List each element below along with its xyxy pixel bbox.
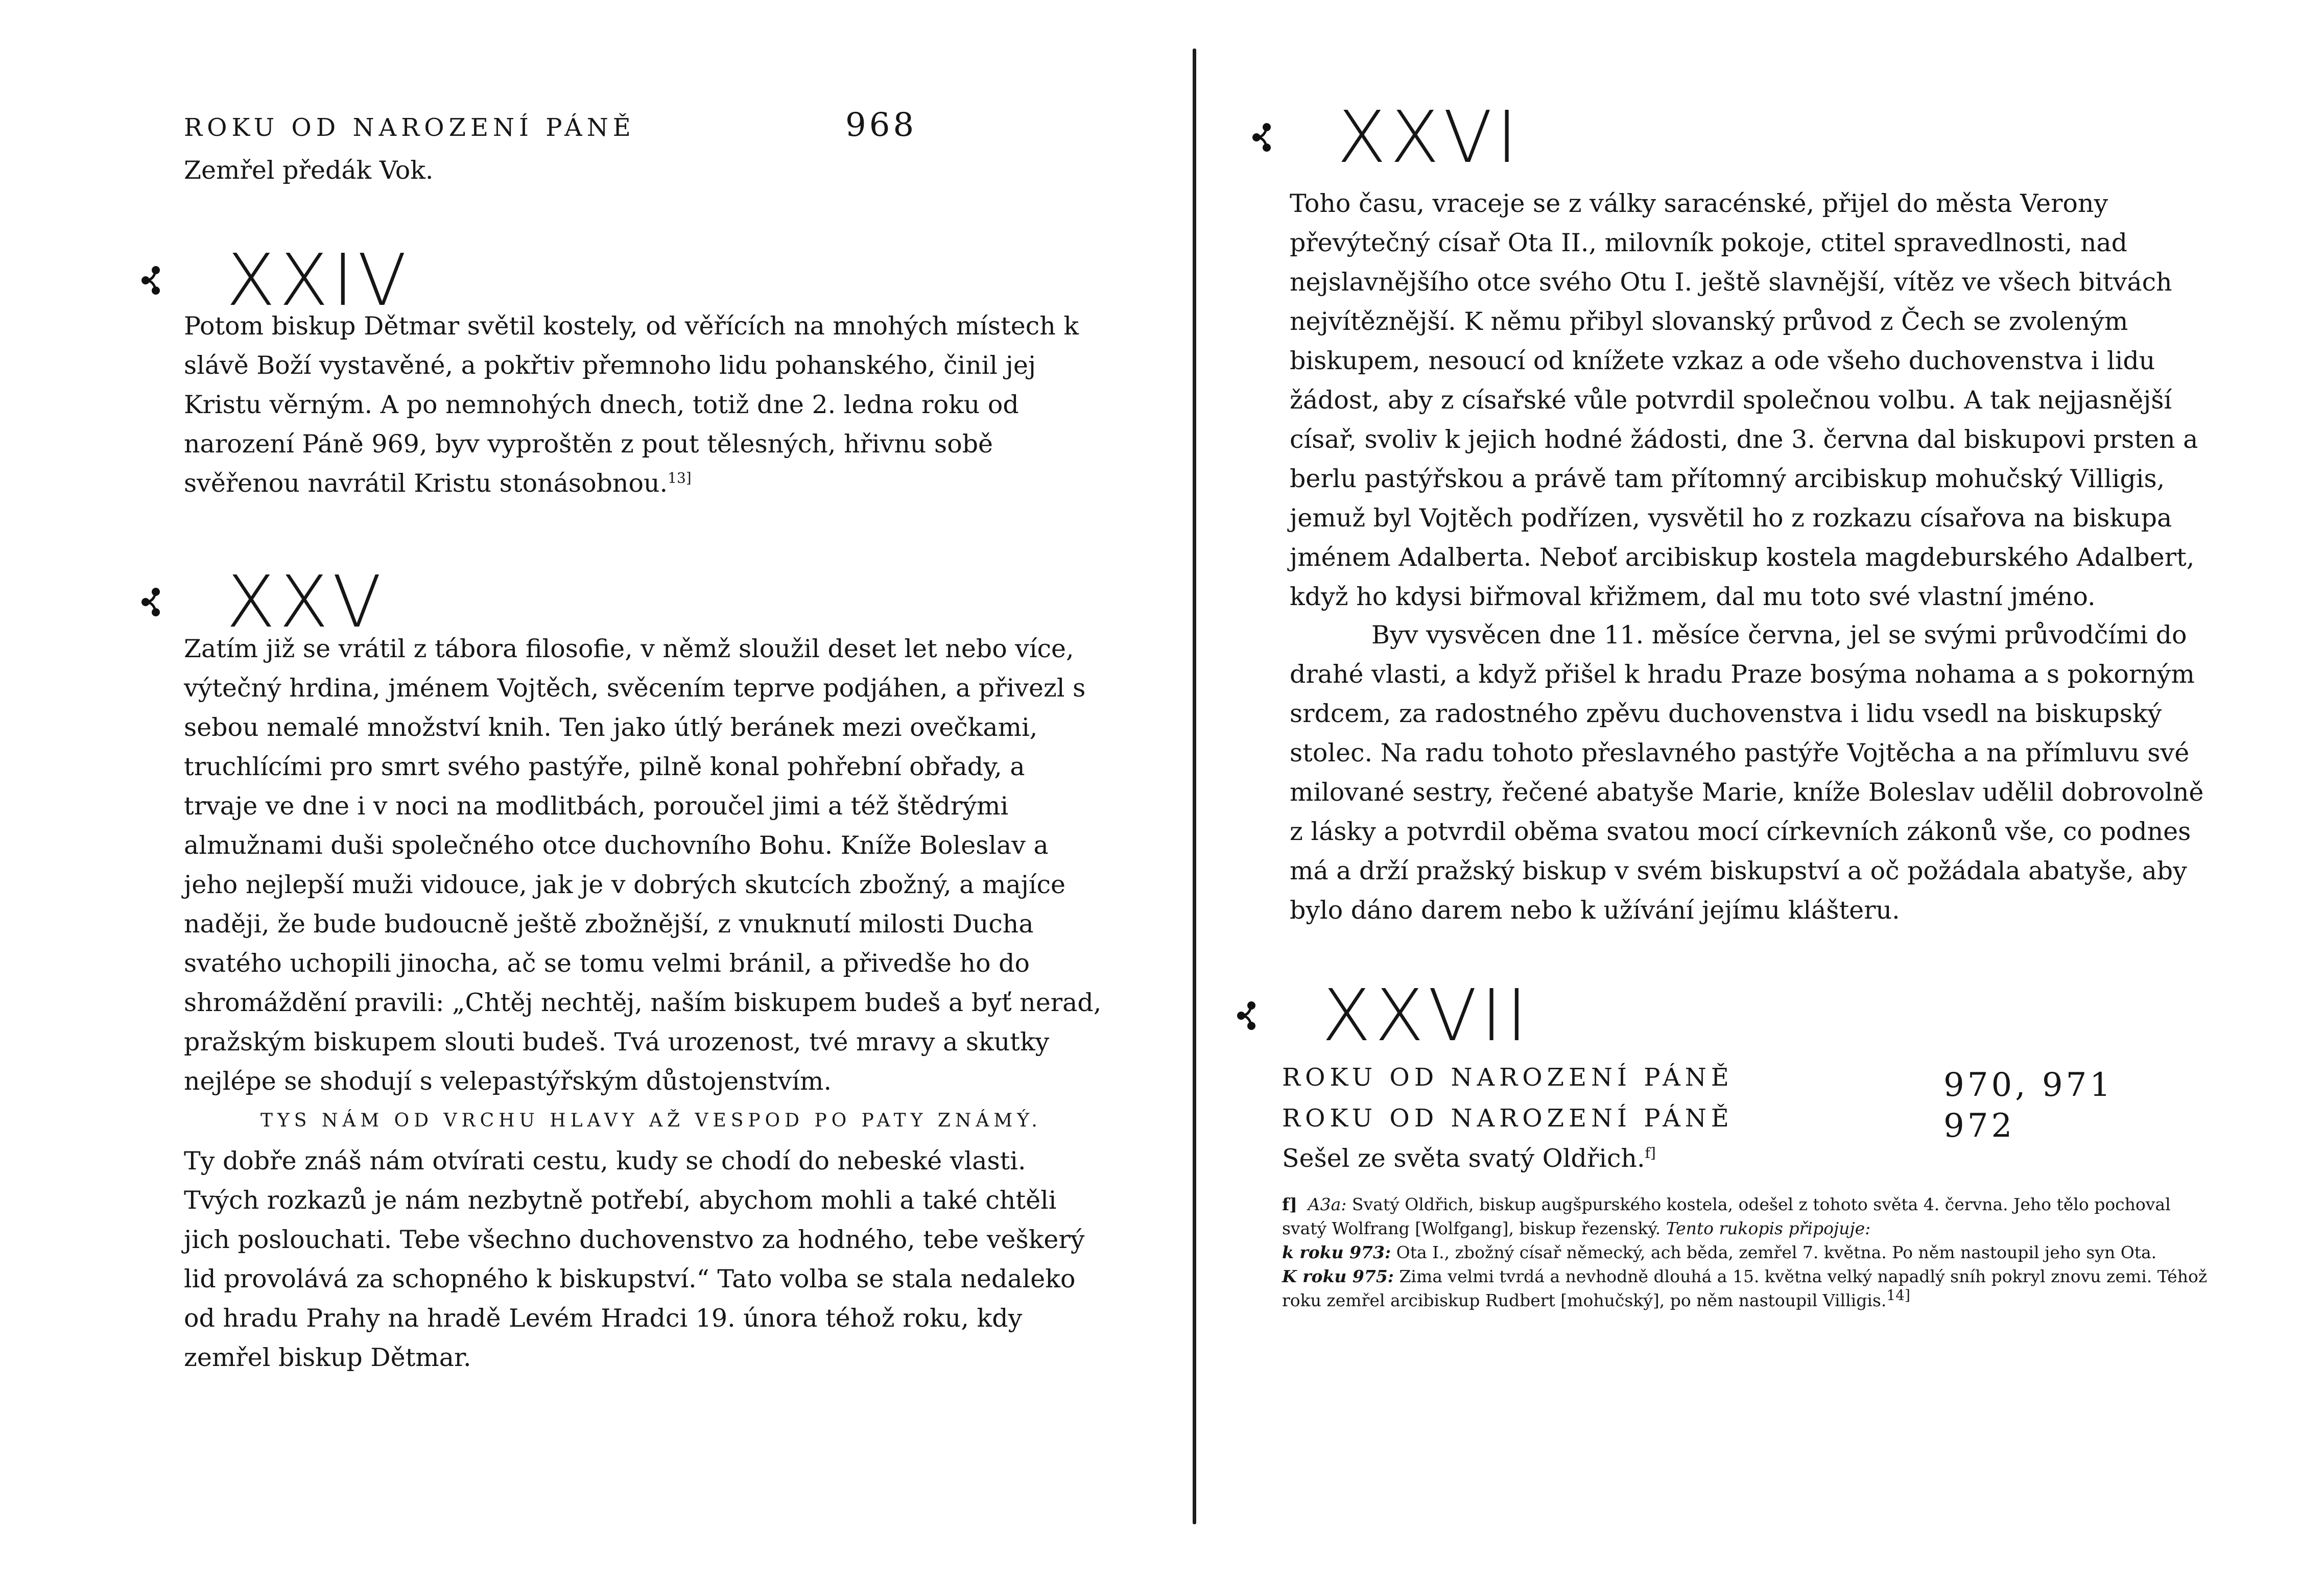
trefoil-ornament-icon [135, 585, 166, 620]
chapter-xxvii-text: Sešel ze světa svatý Oldřich.$^{f]}$ [1282, 1144, 1656, 1173]
chapter-xxvi-paragraph-1: Toho času, vraceje se z války saracénské, přijel do města Verony převýtečný císař Ota II., milovník pokoje, ctitel spravedlnosti, nad nejslavnějšího otce svého Otu I. ještě slavnější, vítěz ve všech bitvách nejvítěznější. K němu přibyl slovanský průvod z Čech se zvoleným biskupem, nesoucí od knížete vzkaz a ode všeho duchovenstva i lidu žádost, aby z císařské vůle potvrdil společnou volbu. A tak nejjasnější císař, svoliv k jejich hodné žádosti, dne 3. června dal biskupovi prsten a berlu pastýřskou a právě tam přítomný arcibiskup mohučský Villigis, jemuž byl Vojtěch podřízen, vysvětil ho z rozkazu císařova na biskupa jménem Adalberta. Neboť arcibiskup kostela magdeburského Adalbert, když ho kdysi biřmoval křižmem, dal mu toto své vlastní jméno. [1290, 189, 2198, 611]
note-reference: 13] [668, 469, 692, 487]
chapter-number: XXIV [226, 239, 411, 322]
footnote-reference: f] [1645, 1144, 1656, 1162]
year-range-1: 970, 971 [1943, 1066, 2114, 1104]
chapter-xxiv-text: Potom biskup Dětmar světil kostely, od věřících na mnohých místech k slávě Boží vystavěné, a pokřtiv přemnoho lidu pohanského, činil jej Kristu věrným. A po nemnohých dnech, totiž dne 2. ledna roku od narození Páně 969, byv vyproštěn z pout tělesných, hřivnu sobě svěřenou navrátil Kristu stonásobnou.$^{13]}$ [184, 311, 1079, 498]
trefoil-ornament-icon [1246, 120, 1277, 156]
chapter-number: XXV [226, 561, 386, 644]
footnote-f: f] A3a: Svatý Oldřich, biskup augšpurského kostela, odešel z tohoto světa 4. června. Jeho tělo pochoval svatý Wolfrang [Wolfgang], biskup řezenský. Tento rukopis připojuje: k roku 973: Ota I., zbožný císař německý, ach běda, zemřel 7. května. Po něm nastoupil jeho syn Ota. K roku 975: Zima velmi tvrdá a nevhodně dlouhá a 15. května velký napadlý sníh pokryl znovu zemi. Téhož roku zemřel arcibiskup Rudbert [mohučský], po něm nastoupil Villigis.$^{14]}$ [1282, 1194, 2208, 1310]
year-label-2: ROKU OD NAROZENÍ PÁNĚ [1282, 1104, 1734, 1133]
chapter-heading-xxvi [1246, 96, 1522, 179]
year-range-2: 972 [1943, 1107, 2015, 1145]
footnote-reference: 14] [1886, 1287, 1910, 1304]
manuscript-siglum: A3a: [1308, 1194, 1347, 1214]
spaced-verse-line: TYS NÁM OD VRCHU HLAVY AŽ VESPOD PO PATY ZNÁMÝ. [260, 1110, 1042, 1131]
trefoil-ornament-icon [135, 263, 166, 299]
right-page [1195, 0, 2324, 1583]
trefoil-ornament-icon [1231, 998, 1262, 1034]
chapter-heading-xxiv [135, 239, 411, 322]
footnote-mark: f] [1282, 1194, 1297, 1214]
chapter-heading-xxvii [1231, 974, 1532, 1058]
chapter-xxvi-paragraph-2: Byv vysvěcen dne 11. měsíce června, jel se svými průvodčími do drahé vlasti, a když přišel k hradu Praze bosýma nohama a s pokorným srdcem, za radostného zpěvu duchovenstva i lidu vsedl na biskupský stolec. Na radu tohoto přeslavného pastýře Vojtěcha a na přímluvu své milované sestry, řečené abatyše Marie, kníže Boleslav udělil dobrovolně z lásky a potvrdil oběma svatou mocí církevních zákonů vše, co podnes má a drží pražský biskup v svém biskupství a oč požádala abatyše, aby bylo dáno darem nebo k užívání jejímu klášteru. [1290, 620, 2204, 925]
chapter-number: XXVI [1337, 96, 1522, 179]
running-header-label: ROKU OD NAROZENÍ PÁNĚ [184, 113, 635, 142]
year-note-973: k roku 973: [1282, 1242, 1391, 1262]
intro-line: Zemřel předák Vok. [184, 156, 434, 185]
chapter-xxv-text: Zatím již se vrátil z tábora filosofie, v němž sloužil deset let nebo více, výtečný hrdina, jménem Vojtěch, svěcením teprve podjáhen, a přivezl s sebou nemalé množství knih. Ten jako útlý beránek mezi ovečkami, truchlícími pro smrt svého pastýře, pilně konal pohřební obřady, a trvaje ve dne i v noci na modlitbách, poroučel jimi a též štědrými almužnami duši společného otce duchovního Bohu. Kníže Boleslav a jeho nejlepší muži vidouce, jak je v dobrých skutcích zbožný, a majíce naději, že bude budoucně ještě zbožnější, z vnuknutí milosti Ducha svatého uchopili jinocha, ač se tomu velmi bránil, a přivedše ho do shromáždění pravili: „Chtěj nechtěj, naším biskupem budeš a byť nerad, pražským biskupem slouti budeš. Tvá urozenost, tvé mravy a skutky nejlépe se shodují s velepastýřským důstojenstvím. [184, 634, 1102, 1096]
year-note-975: K roku 975: [1282, 1266, 1394, 1286]
running-header-year: 968 [845, 106, 917, 144]
year-label-1: ROKU OD NAROZENÍ PÁNĚ [1282, 1063, 1734, 1092]
chapter-heading-xxv [135, 561, 386, 644]
chapter-xxv-text-continued: Ty dobře znáš nám otvírati cestu, kudy se chodí do nebeské vlasti. Tvých rozkazů je nám nezbytně potřebí, abychom mohli a také chtěli jich poslouchati. Tebe všechno duchovenstvo za hodného, tebe veškerý lid provolává za schopného k biskupství.“ Tato volba se stala nedaleko od hradu Prahy na hradě Levém Hradci 19. února téhož roku, kdy zemřel biskup Dětmar. [184, 1146, 1085, 1372]
chapter-number: XXVII [1322, 974, 1532, 1058]
